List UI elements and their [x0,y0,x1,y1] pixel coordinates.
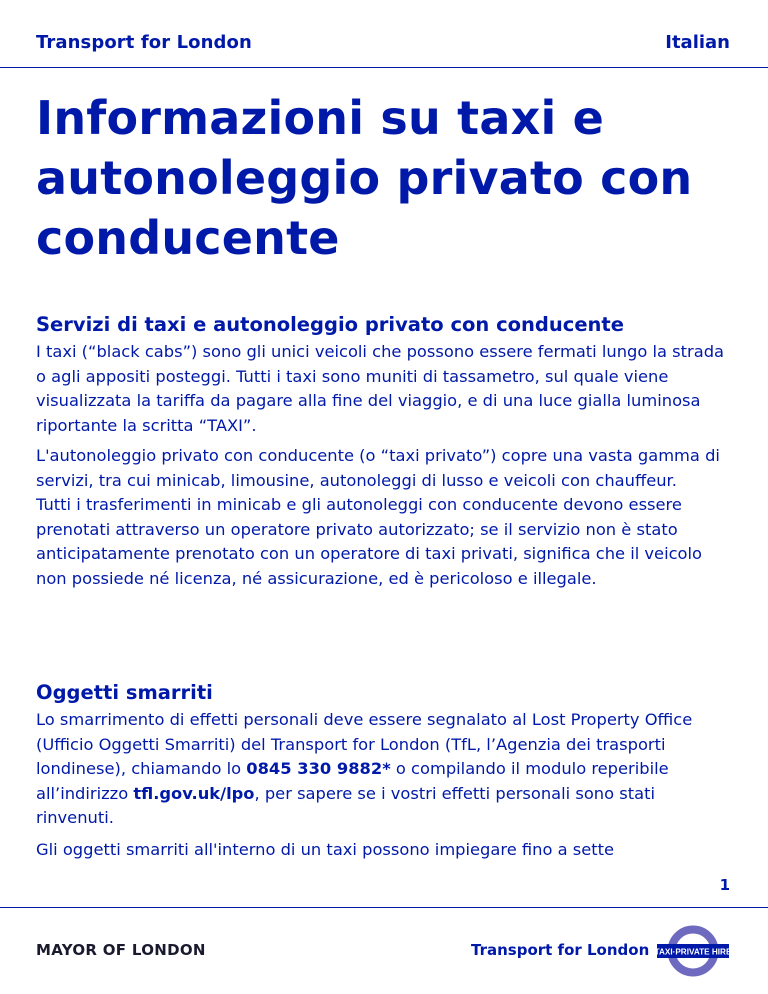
section-heading: Oggetti smarriti [36,681,213,704]
section-lost-property [36,678,736,831]
tfl-logo-text: Transport for London [471,941,650,959]
phone-number: 0845 330 9882* [246,759,391,778]
paragraph [36,444,736,591]
taxi-private-hire-roundel-icon [655,922,731,980]
paragraph: I taxi (“black cabs”) sono gli unici veicoli che possono essere fermati lungo la strada o agli appositi posteggi. Tutti i taxi sono muniti di tassametro, sul quale viene visualizzata la tariffa da pagare alla fine del viaggio, e di una luce gialla luminosa riportante la scritta “TAXI”. [36,342,725,435]
paragraph [36,708,736,831]
paragraph-text: Tutti i trasferimenti in minicab e gli autonoleggi con conducente devono essere prenotati attraverso un operatore privato autorizzato; se il servizio non è stato anticipatamente prenotato con un operatore di taxi privati, significa che il veicolo non possiede né licenza, né assicurazione, ed è pericoloso e illegale. [36,495,702,588]
mayor-of-london-logo: MAYOR OF LONDON [36,941,206,959]
paragraph-text: o compilando il modulo reperibile all’indirizzo [36,759,669,803]
paragraph-text: , per sapere se i vostri effetti personali sono stati rinvenuti. [36,783,656,827]
header-divider [0,67,768,68]
paragraph-text: Lo smarrimento di effetti personali deve essere segnalato al Lost Property Office (Ufficio Oggetti Smarriti) del Transport for London (TfL, l’Agenzia dei trasporti londinese), chiamando lo [36,710,693,778]
section-heading: Servizi di taxi e autonoleggio privato con conducente [36,313,624,336]
page-number: 1 [719,876,730,894]
roundel-label: TAXI·PRIVATE HIRE [655,947,731,957]
page-title: Informazioni su taxi e autonoleggio privato con conducente [36,91,693,265]
page-header [36,32,730,62]
footer-divider [0,907,768,908]
lost-property-link[interactable]: tfl.gov.uk/lpo [133,783,255,803]
section-taxi-services [36,310,736,591]
paragraph-text: L'autonoleggio privato con conducente (o “taxi privato”) copre una vasta gamma di servizi, tra cui minicab, limousine, autonoleggi di lusso e veicoli con chauffeur. [36,446,720,490]
organization-name: Transport for London [36,32,252,53]
language-label: Italian [665,32,730,53]
paragraph: Gli oggetti smarriti all'interno di un taxi possono impiegare fino a sette [36,840,615,859]
